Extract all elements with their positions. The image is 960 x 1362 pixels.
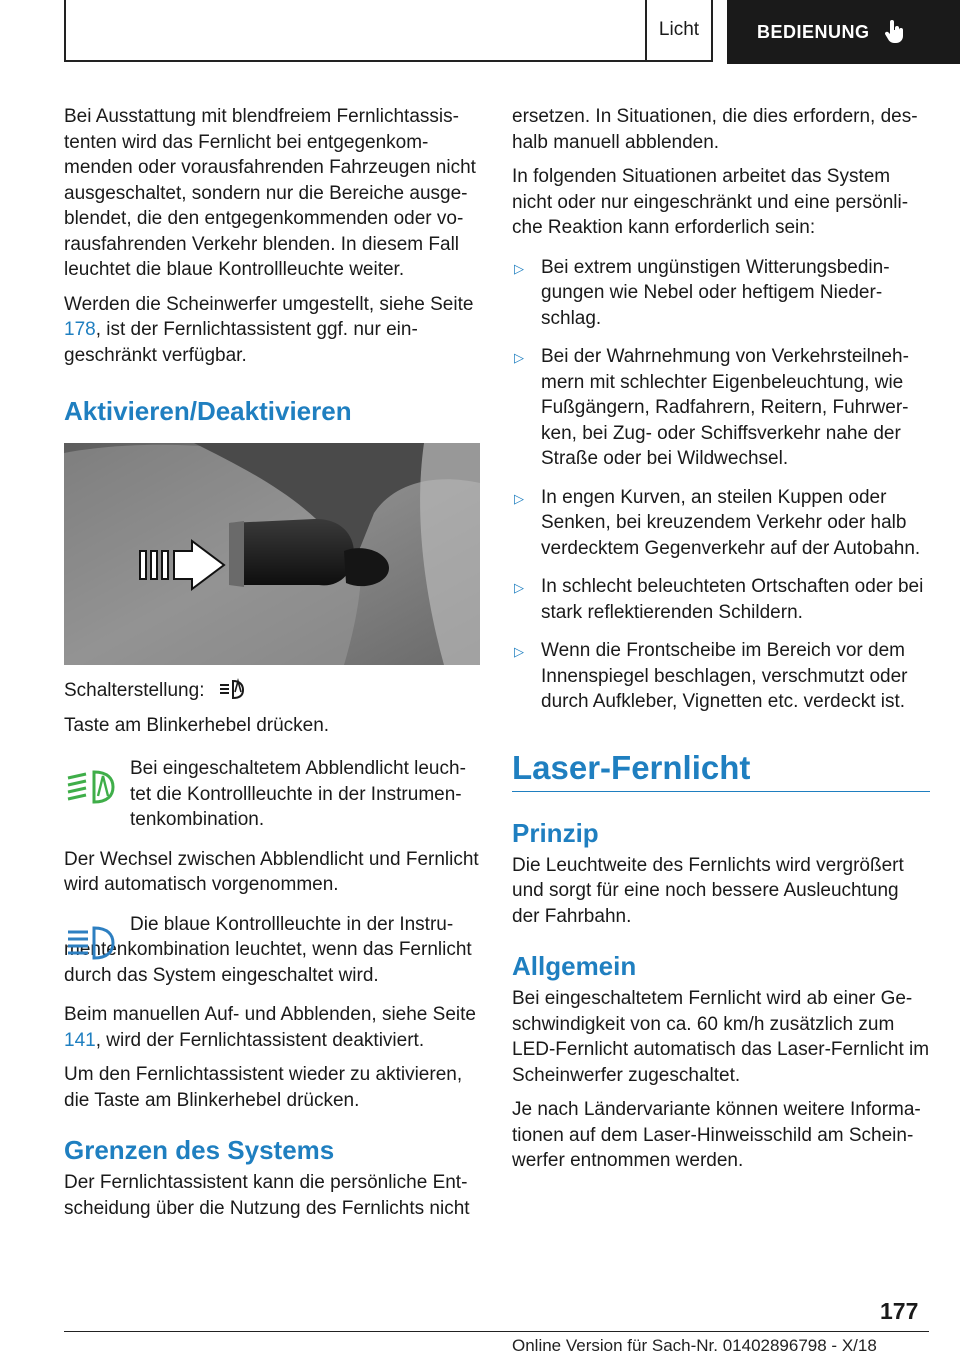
header-section-title: Licht [647,0,713,62]
triangle-bullet-icon: ▷ [514,490,524,506]
high-beam-assistant-icon [218,677,246,699]
paragraph-blue-indicator [64,912,480,989]
heading-laser-highbeam: Laser-Fernlicht [512,748,751,786]
list-item-text: Bei extrem ungünstigen Witterungsbedingungen wie Nebel oder heftigem Niederschlag. [541,256,890,329]
paragraph-general-2: Je nach Ländervariante können weitere Informationen auf dem Laser-Hinweisschild am Scheinwerfer entnommen werden. [512,1099,921,1171]
chapter-tab[interactable] [727,0,960,64]
list-item-text: In engen Kurven, an steilen Kuppen oder Senken, bei kreuzendem Verkehr oder halb verdecktem Gegenverkehr auf der Autobahn. [541,486,921,559]
heading-principle: Prinzip [512,817,599,848]
page-link-178[interactable]: 178 [64,319,96,340]
heading-activate: Aktivieren/Deaktivieren [64,396,352,426]
paragraph-lowbeam-indicator: Bei eingeschaltetem Abblendlicht leuchtet die Kontrollleuchte in der Instrumentenkombination. [130,758,466,830]
situations-list [512,255,930,715]
text: Werden die Scheinwerfer umgestellt, siehe Seite [64,293,474,315]
footer-online-version: Online Version für Sach-Nr. 01402896798 - X/18 [512,1336,877,1355]
paragraph-manual-dim [64,1002,480,1053]
page-header [64,0,960,66]
paragraph-principle: Die Leuchtweite des Fernlichts wird vergrößert und sorgt für eine noch bessere Ausleuchtung der Fahrbahn. [512,854,904,927]
page-link-141[interactable]: 141 [64,1029,96,1051]
left-column [64,104,480,1230]
paragraph-switch-position [64,677,480,704]
text: , wird der Fernlichtassistent deaktiviert. [95,1029,425,1051]
paragraph-glare-free: Bei Ausstattung mit blendfreiem Fernlichtassistenten wird das Fernlicht bei entgegenkommenden oder vorausfahrenden Fahrzeugen nicht ausgeschaltet, sondern nur die Bereiche ausgeblendet, die den entgegenkommenden oder vorausfahrenden Verkehr blenden. In diesem Fall leuchtet die blaue Kontrollleuchte weiter. [64,106,476,280]
triangle-bullet-icon: ▷ [514,580,524,595]
lowbeam-indicator-note [64,756,480,833]
paragraph-reactivate: Um den Fernlichtassistent wieder zu aktivieren, die Taste am Blinkerhebel drücken. [64,1064,463,1111]
lowbeam-assistant-indicator-icon [66,766,116,808]
list-item-text: Wenn die Frontscheibe im Bereich vor dem Innenspiegel beschlagen, verschmutzt oder durch Aufkleber, Vignetten etc. verdeckt ist. [541,640,908,712]
paragraph-system-limits: Der Fernlichtassistent kann die persönliche Entscheidung über die Nutzung des Fernlichts nicht [64,1172,470,1219]
list-item [512,344,930,472]
page-number: 177 [880,1298,919,1324]
paragraph-headlight-adjust [64,292,480,369]
right-column [512,104,930,1183]
list-item-text: In schlecht beleuchteten Ortschaften oder bei stark reflektierenden Schildern. [541,576,924,623]
turn-signal-lever-illustration [64,443,480,665]
text: , ist der Fernlichtassistent ggf. nur eingeschränkt verfügbar. [64,319,418,366]
footer-rule [64,1331,929,1332]
chapter-title: BEDIENUNG [757,21,870,42]
laser-heading-block [512,749,930,792]
highbeam-indicator-note [64,912,480,989]
hand-pointer-icon [884,20,906,44]
heading-system-limits: Grenzen des Systems [64,1135,335,1165]
triangle-bullet-icon: ▷ [514,644,524,659]
paragraph-situations: In folgenden Situationen arbeitet das System nicht oder nur eingeschränkt und eine persönliche Reaktion kann erforderlich sein: [512,166,909,238]
paragraph-continued: ersetzen. In Situationen, die dies erfordern, deshalb manuell abblenden. [512,106,918,153]
triangle-bullet-icon: ▷ [514,350,524,365]
lever-drawing [64,443,480,665]
list-item [512,485,930,562]
highbeam-indicator-icon [66,922,116,964]
list-item-text: Bei der Wahrnehmung von Verkehrsteilnehmern mit schlechter Eigenbeleuchtung, wie Fußgängern, Radfahrern, Reitern, Fuhrwerken, bei Zug- oder Schiffsverkehr nahe der Straße oder bei Wildwechsel. [541,346,909,469]
list-item [512,638,930,715]
paragraph-automatic-change: Der Wechsel zwischen Abblendlicht und Fernlicht wird automatisch vorgenommen. [64,848,479,895]
list-item [512,255,930,332]
heading-general: Allgemein [512,951,637,981]
header-frame [64,0,647,62]
text: Die blaue Kontrollleuchte in der Instrumentenkombination leuchtet, wenn das Fernlicht durch das System eingeschaltet wird. [64,913,472,986]
paragraph-press-button: Taste am Blinkerhebel drücken. [64,714,330,736]
triangle-bullet-icon: ▷ [514,260,524,276]
text: Beim manuellen Auf- und Abblenden, siehe Seite [64,1004,476,1025]
paragraph-general-1: Bei eingeschaltetem Fernlicht wird ab einer Geschwindigkeit von ca. 60 km/h zusätzlich zum LED-Fernlicht automatisch das Laser-Fernlicht im Scheinwerfer zugeschaltet. [512,988,930,1086]
switch-label: Schalterstellung: [64,680,205,701]
list-item [512,574,930,625]
